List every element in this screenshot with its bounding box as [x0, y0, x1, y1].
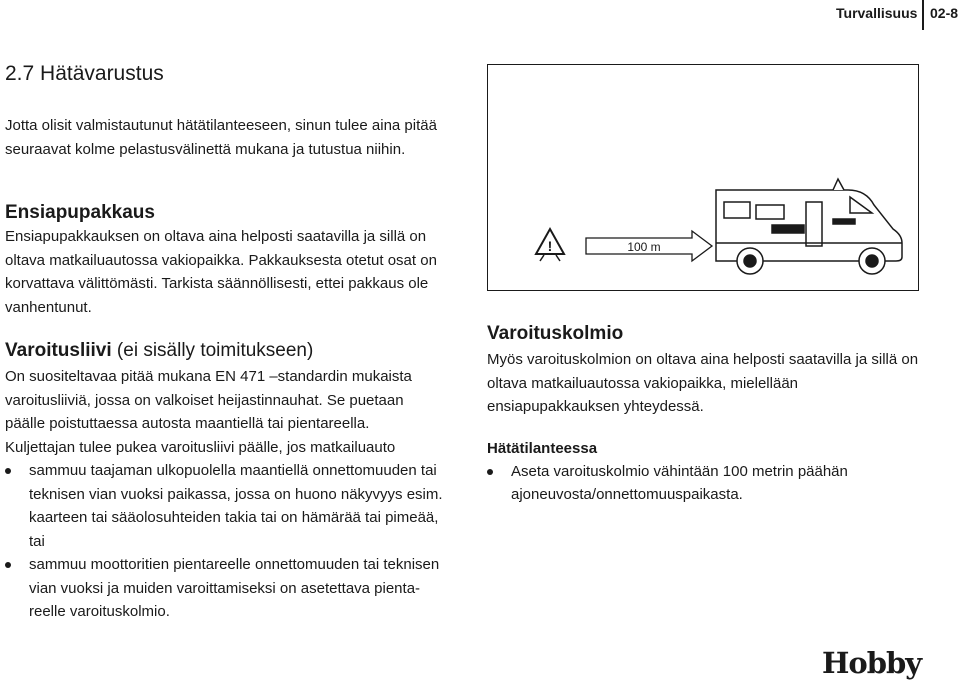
motorhome-icon: [716, 179, 902, 274]
page-number: 02-8: [930, 5, 959, 21]
first-aid-text: Ensiapupakkauksen on oltava aina helposti saatavilla ja sillä on oltava matkailuautossa vakiopaikka. Pakkauksesta otetut osat on korvattava välittömästi. Tarkista säännöllisesti, ettei pakkaus ole vanhentunut.: [5, 228, 437, 316]
list-item: sammuu taajaman ulkopuolella maantiellä onnettomuuden tai teknisen vian vuoksi paikassa, jossa on huono näkyvyys esim. kaarteen tai sääolosuhteiden takia tai on hämärää tai pimeää, tai: [5, 459, 443, 553]
section-title: 2.7 Hätävarustus: [5, 62, 164, 85]
intro-paragraph: Jotta olisit valmistautunut hätätilanteeseen, sinun tulee aina pitää seuraavat kolme pelastusvälinettä mukana ja tutustua niihin.: [5, 117, 437, 158]
figure-illustration: [488, 65, 918, 290]
header-divider: [922, 0, 924, 30]
list-item: Aseta varoituskolmio vähintään 100 metrin päähän ajoneuvosta/onnettomuuspaikasta.: [487, 460, 927, 507]
vest-heading-bold: Varoitusliivi: [5, 340, 112, 361]
warning-triangle-icon: [536, 229, 564, 261]
triangle-heading: Varoituskolmio: [487, 323, 624, 344]
triangle-section: [487, 322, 927, 419]
distance-label: 100 m: [627, 240, 661, 254]
hobby-logo: Hobby: [822, 646, 922, 680]
vest-heading-rest: (ei sisälly toimitukseen): [111, 340, 314, 361]
right-column: [487, 322, 927, 507]
vest-heading: [5, 339, 443, 363]
emergency-section: [487, 437, 927, 507]
bullet-icon: [5, 562, 11, 568]
bullet-icon: [487, 469, 493, 475]
triangle-mark: !: [547, 238, 553, 254]
vest-section: [5, 339, 443, 624]
warning-triangle-figure: [487, 64, 919, 291]
header-section-title: Turvallisuus: [836, 5, 918, 21]
distance-arrow-icon: [586, 231, 712, 261]
bullet-icon: [5, 468, 11, 474]
first-aid-section: [5, 201, 443, 319]
first-aid-heading: Ensiapupakkaus: [5, 202, 155, 223]
list-item: sammuu moottoritien pientareelle onnettomuuden tai teknisen vian vuoksi ja muiden varoittamiseksi on asetettava pienta-reelle varoituskolmio.: [5, 553, 443, 624]
emergency-bullet-list: [487, 460, 927, 507]
triangle-text: Myös varoituskolmion on oltava aina helposti saatavilla ja sillä on oltava matkailuautossa vakiopaikka, mielellään ensiapupakkauksen yhteydessä.: [487, 351, 919, 415]
vest-text: On suositeltavaa pitää mukana EN 471 –standardin mukaista varoitusliiviä, jossa on valkoiset heijastinnauhat. Se puetaan päälle poistuttaessa autosta maantiellä tai pientareella. Kuljettajan tulee pukea varoitusliivi päälle, jos matkailuauto: [5, 368, 412, 456]
emergency-heading: Hätätilanteessa: [487, 439, 598, 457]
vest-bullet-list: [5, 459, 443, 624]
